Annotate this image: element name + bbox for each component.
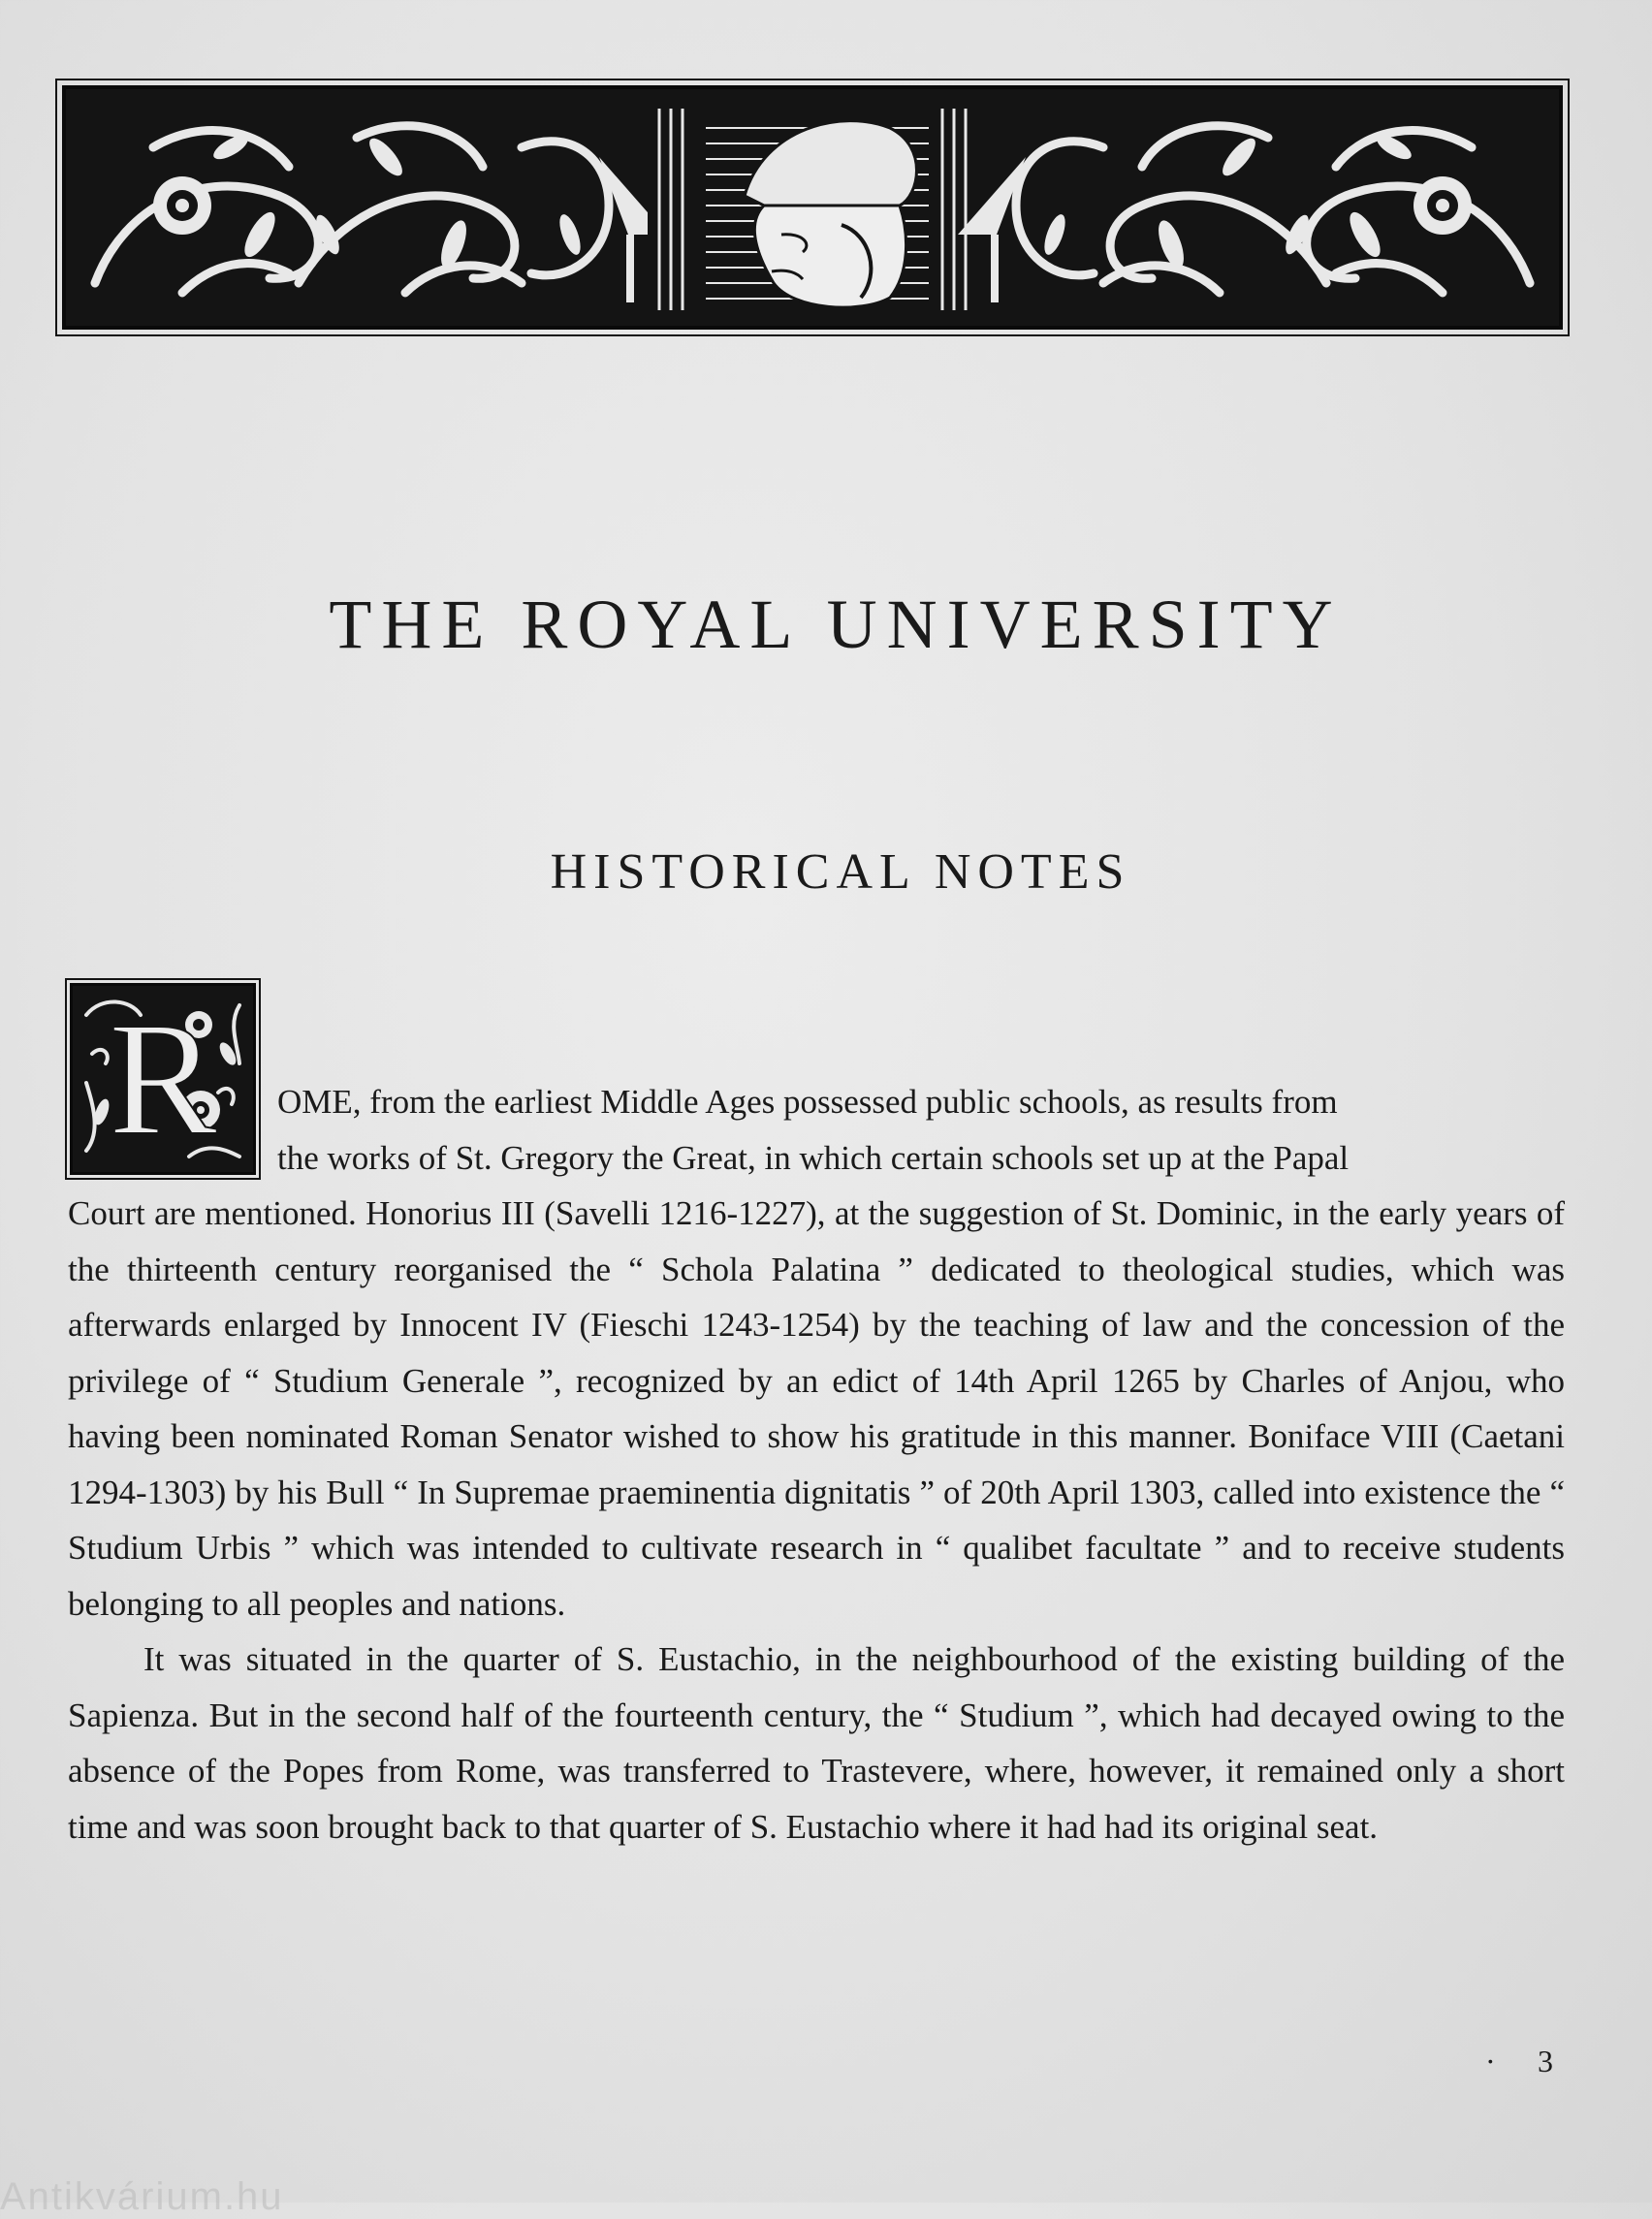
drop-cap-initial [70,983,256,1175]
ornamental-header-banner [62,85,1563,330]
drop-cap-letter: R [108,989,218,1169]
page-number: 3 [1538,2044,1553,2078]
page-dot: · [1485,2044,1496,2078]
paragraph-1 [68,979,1565,1632]
ornamental-banner-minerva-head-icon [66,89,1559,326]
body-text [68,979,1565,1854]
paragraph-1-second-line: the works of St. Gregory the Great, in which certain schools set up at the Papal [277,1138,1350,1177]
page-title: THE ROYAL UNIVERSITY [329,586,1343,663]
paragraph-1-first-line: OME, from the earliest Middle Ages possessed public schools, as results from [277,1083,1338,1121]
watermark: Antikvárium.hu [0,2175,284,2218]
section-title: HISTORICAL NOTES [550,844,1131,900]
paragraph-1-body: Court are mentioned. Honorius III (Savelli 1216-1227), at the suggestion of St. Dominic, in the early years of the thirteenth century reorganised the “ Schola Palatina ” dedicated to theological studies, which was afterwards enlarged by Innocent IV (Fieschi 1243-1254) by the teaching of law and the concession of the privilege of “ Studium Generale ”, recognized by an edict of 14th April 1265 by Charles of Anjou, who having been nominated Roman Senator wished to show his gratitude in this manner. Boniface VIII (Caetani 1294-1303) by his Bull “ In Supremae praeminentia dignitatis ” of 20th April 1303, called into existence the “ Studium Urbis ” which was intended to cultivate research in “ qualibet facultate ” and to receive students belonging to all peoples and nations. [68,1194,1565,1623]
paragraph-2: It was situated in the quarter of S. Eustachio, in the neighbourhood of the existing building of the Sapienza. But in the second half of the fourteenth century, the “ Studium ”, which had decayed owing to the absence of the Popes from Rome, was transferred to Trastevere, where, however, it remained only a short time and was soon brought back to that quarter of S. Eustachio where it had had its original seat. [68,1640,1565,1846]
